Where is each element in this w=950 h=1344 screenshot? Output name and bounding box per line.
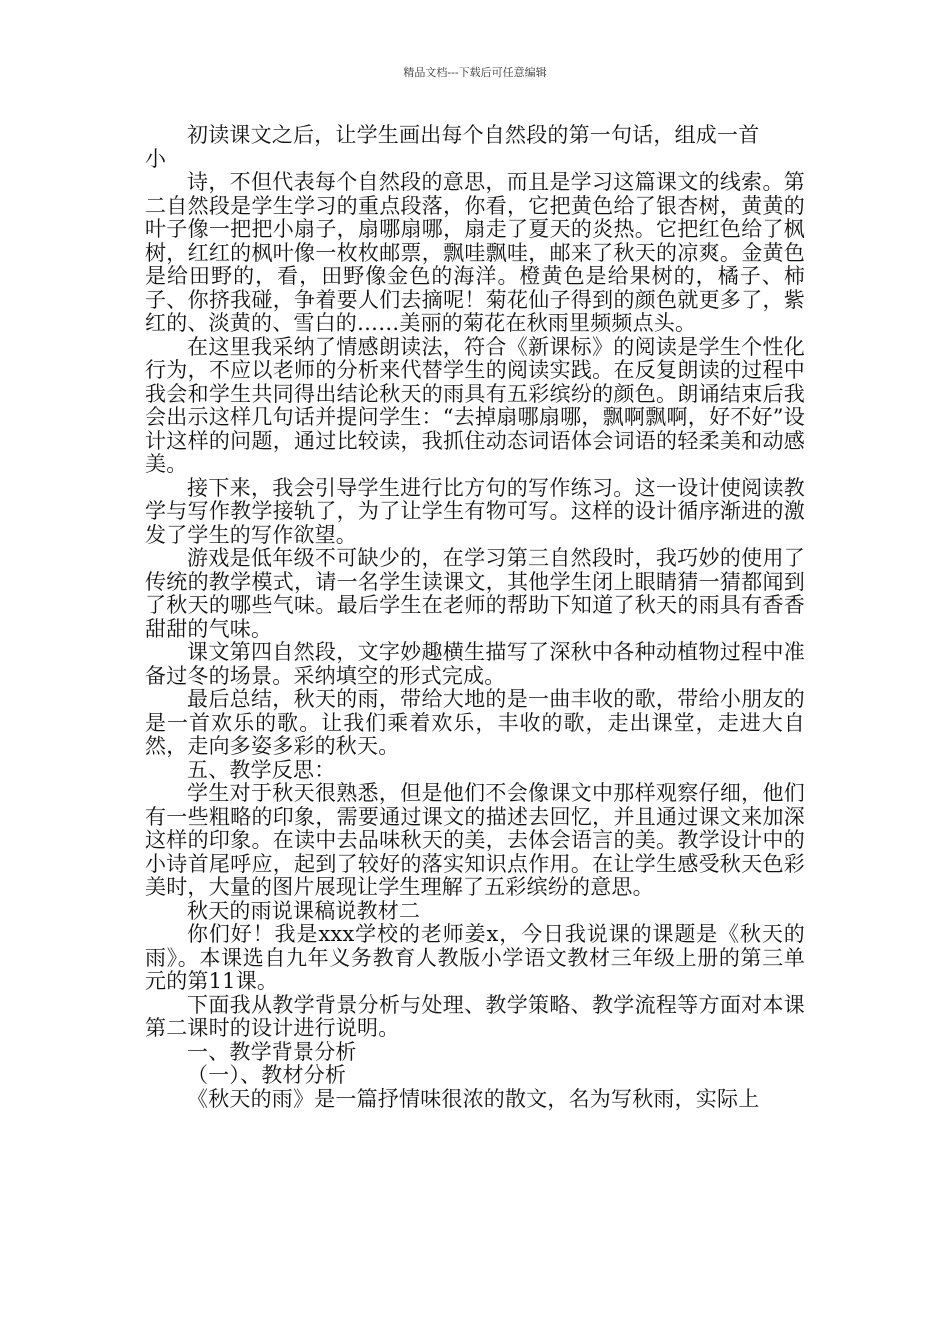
section-heading-background: 一、教学背景分析: [187, 1039, 357, 1064]
paragraph-textbook-analysis: 《秋天的雨》是一篇抒情味很浓的散文，名为写秋雨，实际上: [187, 1086, 760, 1111]
section-heading-textbook: （一）、教材分析: [187, 1063, 347, 1087]
paragraph-poem-lines: 诗，不但代表每个自然段的意思，而且是学习这篇课文的线索。第二自然段是学生学习的重点段落，你看，它把黄色给了银杏树，黄黄的叶子像一把把小扇子，扇哪扇哪，扇走了夏天的炎热。它把红色给了枫树，红红的枫叶像一枚枚邮票，飘哇飘哇，邮来了秋天的凉爽。金黄色是给田野的，看，田野像金色的海洋。橙黄色是给果树的，橘子、柿子、你挤我碰，争着要人们去摘呢！菊花仙子得到的颜色就更多了，紫红的、淡黄的、雪白的……美丽的菊花在秋雨里频频点头。: [145, 170, 805, 335]
paragraph-introduction: 你们好！我是xxx学校的老师姜x，今日我说课的课题是《秋天的雨》。本课选自九年义务教育人教版小学语文教材三年级上册的第三单元的第11课。: [145, 922, 805, 993]
section-title-lesson-two: 秋天的雨说课稿说教材二: [187, 898, 421, 923]
paragraph-summary: 最后总结，秋天的雨，带给大地的是一曲丰收的歌，带给小朋友的是一首欢乐的歌。让我们乘着欢乐，丰收的歌，走出课堂，走进大自然，走向多姿多彩的秋天。: [145, 687, 805, 758]
paragraph-writing-practice: 接下来，我会引导学生进行比方句的写作练习。这一设计使阅读教学与写作教学接轨了，为了让学生有物可写。这样的设计循序渐进的激发了学生的写作欲望。: [145, 475, 805, 547]
page-header: 精品文档---下载后可任意编辑: [403, 66, 547, 79]
document-body: [145, 124, 805, 1111]
paragraph-reflection: 学生对于秋天很熟悉，但是他们不会像课文中那样观察仔细，他们有一些粗略的印象，需要通过课文的描述去回忆，并且通过课文来加深这样的印象。在读中去品味秋天的美，去体会语言的美。教学设计中的小诗首尾呼应，起到了较好的落实知识点作用。在让学生感受秋天色彩美时，大量的图片展现让学生理解了五彩缤纷的意思。: [145, 781, 805, 899]
paragraph-line-2: 小: [145, 146, 167, 171]
paragraph-game: 游戏是低年级不可缺少的，在学习第三自然段时，我巧妙的使用了传统的教学模式，请一名学生读课文，其他学生闭上眼睛猜一猜都闻到了秋天的哪些气味。最后学生在老师的帮助下知道了秋天的雨具有香香甜甜的气味。: [145, 546, 805, 641]
paragraph-outline: 下面我从教学背景分析与处理、教学策略、教学流程等方面对本课第二课时的设计进行说明。: [145, 992, 805, 1040]
paragraph-fourth-section: 课文第四自然段，文字妙趣横生描写了深秋中各种动植物过程中准备过冬的场景。采纳填空的形式完成。: [145, 640, 805, 688]
paragraph-line-1: 初读课文之后，让学生画出每个自然段的第一句话，组成一首: [187, 123, 760, 147]
section-heading-reflection: 五、教学反思：: [187, 757, 336, 782]
paragraph-emotional-reading: 在这里我采纳了情感朗读法，符合《新课标》的阅读是学生个性化行为，不应以老师的分析来代替学生的阅读实践。在反复朗读的过程中我会和学生共同得出结论秋天的雨具有五彩缤纷的颜色。朗诵结束后我会出示这样几句话并提问学生：“去掉扇哪扇哪，飘啊飘啊，好不好”设计这样的问题，通过比较读，我抓住动态词语体会词语的轻柔美和动感美。: [145, 334, 805, 476]
